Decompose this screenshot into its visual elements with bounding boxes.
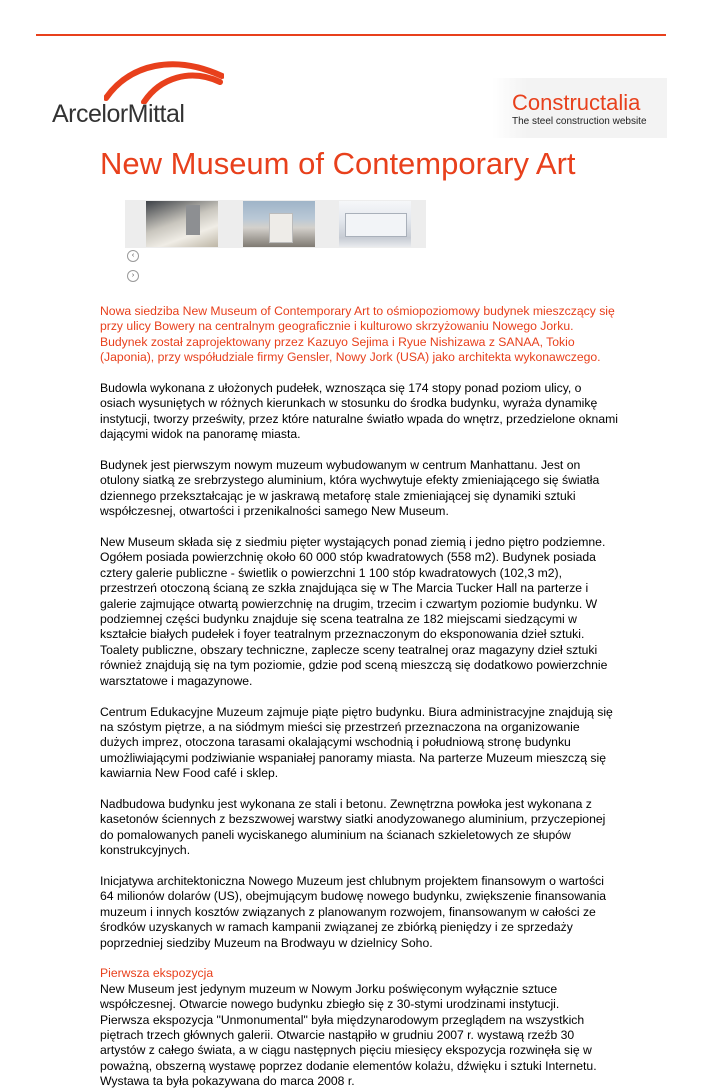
article-paragraph-2: Budynek jest pierwszym nowym muzeum wybudowanym w centrum Manhattanu. Jest on otulony siatką ze srebrzystego aluminium, która wychwytuje efekty zmieniającego się światła dziennego przekształcając je w jaskrawą metaforę stale zmieniającej się dynamiki sztuki współczesnej, otwartości i przenikalności samego New Museum. <box>100 458 600 519</box>
gallery-prev-button[interactable] <box>127 250 139 262</box>
article-paragraph-4: Centrum Edukacyjne Muzeum zajmuje piąte piętro budynku. Biura administracyjne znajdują się na szóstym piętrze, a na siódmym mieści się przestrzeń przeznaczona na organizowanie dużych imprez, otoczona tarasami okalającymi wschodnią i południową stronę budynku umożliwiającymi podziwianie wspaniałej panoramy miasta. Na parterze Muzeum mieszczą się kawiarnia New Food café i sklep. <box>100 704 613 781</box>
article-paragraph-3: New Museum składa się z siedmiu pięter wystających ponad ziemią i jedno piętro podziemne. Ogółem posiada powierzchnię około 60 000 stóp kwadratowych (558 m2). Budynek posiada cztery galerie publiczne - świetlik o powierzchni 1 100 stóp kwadratowych (102,3 m2), przestrzeń otoczoną ścianą ze szkła znajdująca się w The Marcia Tucker Hall na parterze i galerie zajmujące otwartą powierzchnię na drugim, trzecim i czwartym poziomie budynku. W podziemnej części budynku znajduje się scena teatralna ze 182 miejscami siedzącymi w kształcie białych pudełek i foyer teatralnym przeznaczonym do eksponowania dzieł sztuki. Toalety publiczne, obszary techniczne, zaplecze sceny teatralnej oraz magazyny dzieł sztuki również znajdują się na tym poziomie, gdzie pod sceną mieszczą się dodatkowo powierzchnie warsztatowe i magazynowe. <box>100 535 608 688</box>
gallery-next-button[interactable] <box>127 270 139 282</box>
header-rule <box>36 34 666 36</box>
article-paragraph-5: Nadbudowa budynku jest wykonana ze stali i betonu. Zewnętrzna powłoka jest wykonana z kasetonów ściennych z bezszwowej warstwy siatki anodyzowanego aluminium, przyczepionej do pomalowanych paneli wyciskanego aluminium na ścianach szkieletowych ze słupów konstrukcyjnych. <box>100 796 606 858</box>
constructalia-tagline: The steel construction website <box>512 116 647 127</box>
image-gallery <box>125 200 426 248</box>
gallery-thumbnail-3[interactable] <box>339 201 411 247</box>
arcelormittal-logo[interactable] <box>52 56 212 136</box>
article-body <box>100 304 620 1090</box>
arcelormittal-swoosh-icon <box>104 56 224 104</box>
article-paragraph-1: Budowla wykonana z ułożonych pudełek, wznosząca się 174 stopy ponad poziom ulicy, o osiach wysuniętych w różnych kierunkach w stosunku do środka budynku, wyraża dynamikę instytucji, tworzy prześwity, przez które naturalne światło wpada do wnętrz, przedzielone oknami dającymi widok na panoramę miasta. <box>100 381 618 442</box>
gallery-thumbnail-2[interactable] <box>243 201 315 247</box>
article-paragraph-7: New Museum jest jedynym muzeum w Nowym Jorku poświęconym wyłącznie sztuce współczesnej. Otwarcie nowego budynku zbiegło się z 30-stymi urodzinami instytucji. <box>100 981 560 1012</box>
article-intro: Nowa siedziba New Museum of Contemporary Art to ośmiopoziomowy budynek mieszczący się przy ulicy Bowery na centralnym geograficznie i kulturowo skrzyżowaniu Nowego Jorku. Budynek został zaprojektowany przez Kazuyo Sejima i Ryue Nishizawa z SANAA, Tokio (Japonia), przy współudziale firmy Gensler, Nowy Jork (USA) jako architekta wykonawczego. <box>100 304 615 365</box>
chevron-right-icon: › <box>131 272 135 279</box>
constructalia-logo[interactable] <box>492 78 667 138</box>
article-paragraph-6: Inicjatywa architektoniczna Nowego Muzeum jest chlubnym projektem finansowym o wartości 64 milionów dolarów (US), obejmującym budowę nowego budynku, zwiększenie finansowania muzeum i innych kosztów związanych z planowanym rozwojem, finansowanym w całości ze środków uzyskanych w ramach kampanii związanej ze zbiórką pieniędzy i ze sprzedaży poprzedniej siedziby Muzeum na Brodwayu w dzielnicy Soho. <box>100 873 607 950</box>
gallery-thumbnail-1[interactable] <box>146 201 218 247</box>
page-title: New Museum of Contemporary Art <box>100 146 576 181</box>
arcelormittal-wordmark: ArcelorMittal <box>52 100 185 128</box>
article-paragraph-8: Pierwsza ekspozycja "Unmonumental" była międzynarodowym przeglądem na wszystkich piętrach trzech głównych galerii. Otwarcie nastąpiło w grudniu 2007 r. wystawą rzeźb 30 artystów z całego świata, a w ciągu następnych pięciu miesięcy ekspozycja rozwinęła się w poważną, obszerną wystawę poprzez dodanie elementów kolażu, dźwięku i sztuki Internetu. Wystawa ta była pokazywana do marca 2008 r. <box>100 1012 597 1089</box>
chevron-left-icon: ‹ <box>131 252 135 259</box>
constructalia-brand: Constructalia <box>512 90 641 115</box>
section-heading-first-exhibition: Pierwsza ekspozycja <box>100 966 214 981</box>
